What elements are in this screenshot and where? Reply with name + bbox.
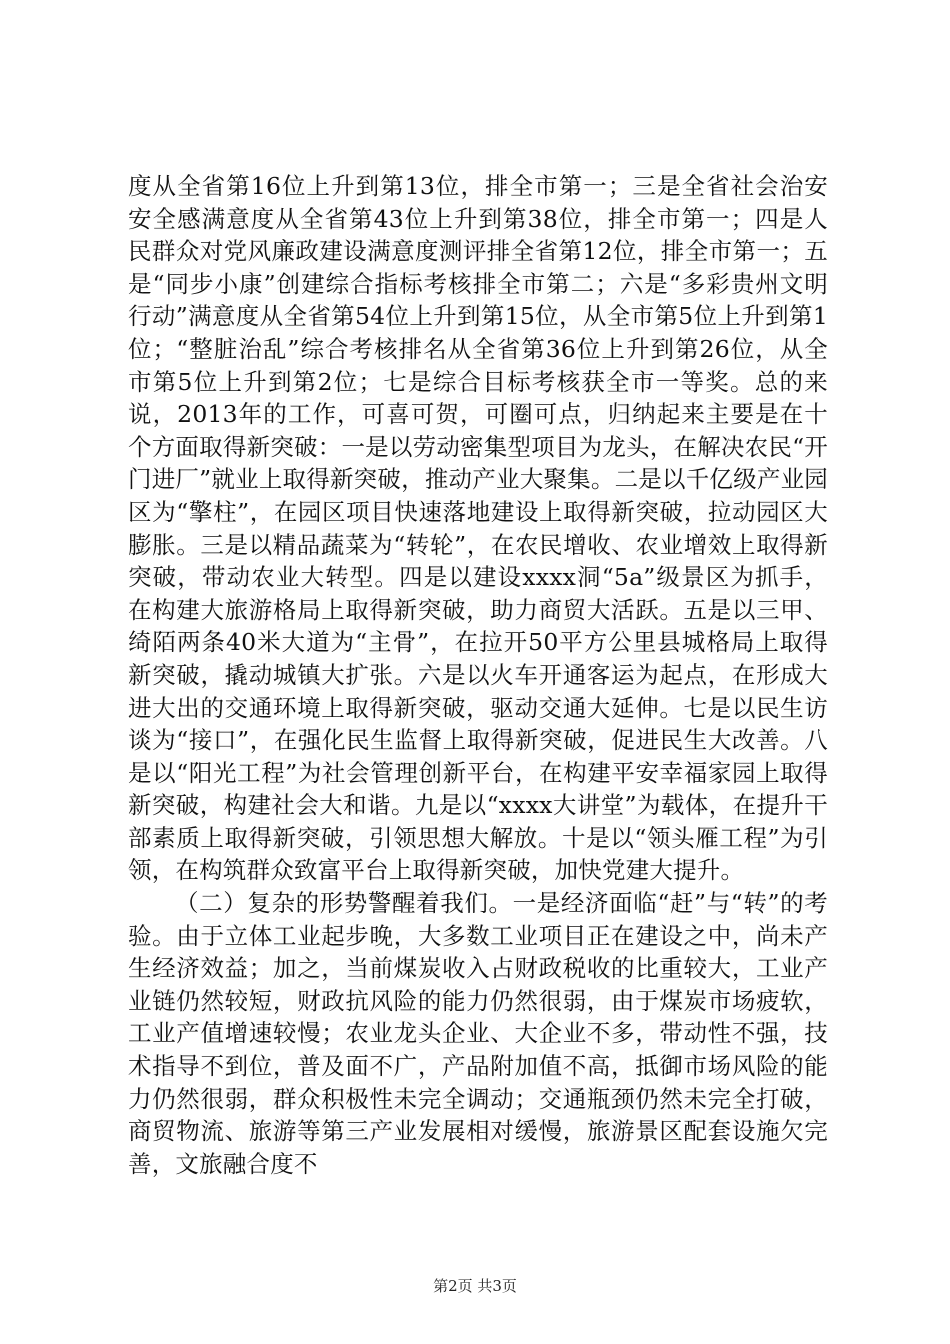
paragraph-continuation: 度从全省第16位上升到第13位，排全市第一；三是全省社会治安安全感满意度从全省第43位上升到第38位，排全市第一；四是人民群众对党风廉政建设满意度测评排全省第12位，排全市第一；五是“同步小康”创建综合指标考核排全市第二；六是“多彩贵州文明行动”满意度从全省第54位上升到第15位，从全市第5位上升到第1位；“整脏治乱”综合考核排名从全省第36位上升到第26位，从全市第5位上升到第2位；七是综合目标考核获全市一等奖。总的来说，2013年的工作，可喜可贺，可圈可点，归纳起来主要是在十个方面取得新突破：一是以劳动密集型项目为龙头，在解决农民“开门进厂”就业上取得新突破，推动产业大聚集。二是以千亿级产业园区为“擎柱”，在园区项目快速落地建设上取得新突破，拉动园区大膨胀。三是以精品蔬菜为“转轮”，在农民增收、农业增效上取得新突破，带动农业大转型。四是以建设xxxx洞“5a”级景区为抓手，在构建大旅游格局上取得新突破，助力商贸大活跃。五是以三甲、绮陌两条40米大道为“主骨”，在拉开50平方公里县城格局上取得新突破，撬动城镇大扩张。六是以火车开通客运为起点，在形成大进大出的交通环境上取得新突破，驱动交通大延伸。七是以民生访谈为“接口”，在强化民生监督上取得新突破，促进民生大改善。八是以“阳光工程”为社会管理创新平台，在构建平安幸福家园上取得新突破，构建社会大和谐。九是以“xxxx大讲堂”为载体，在提升干部素质上取得新突破，引领思想大解放。十是以“领头雁工程”为引领，在构筑群众致富平台上取得新突破，加快党建大提升。 xyxy=(128,172,828,885)
paragraph-situation-warning: （二）复杂的形势警醒着我们。一是经济面临“赶”与“转”的考验。由于立体工业起步晚，大多数工业项目正在建设之中，尚未产生经济效益；加之，当前煤炭收入占财政税收的比重较大，工业产业链仍然较短，财政抗风险的能力仍然很弱，由于煤炭市场疲软，工业产值增速较慢；农业龙头企业、大企业不多，带动性不强，技术指导不到位，普及面不广，产品附加值不高，抵御市场风险的能力仍然很弱，群众积极性未完全调动；交通瓶颈仍然未完全打破，商贸物流、旅游等第三产业发展相对缓慢，旅游景区配套设施欠完善，文旅融合度不 xyxy=(128,889,828,1178)
document-body xyxy=(128,170,828,1180)
page-footer: 第2页 共3页 xyxy=(433,1277,517,1295)
